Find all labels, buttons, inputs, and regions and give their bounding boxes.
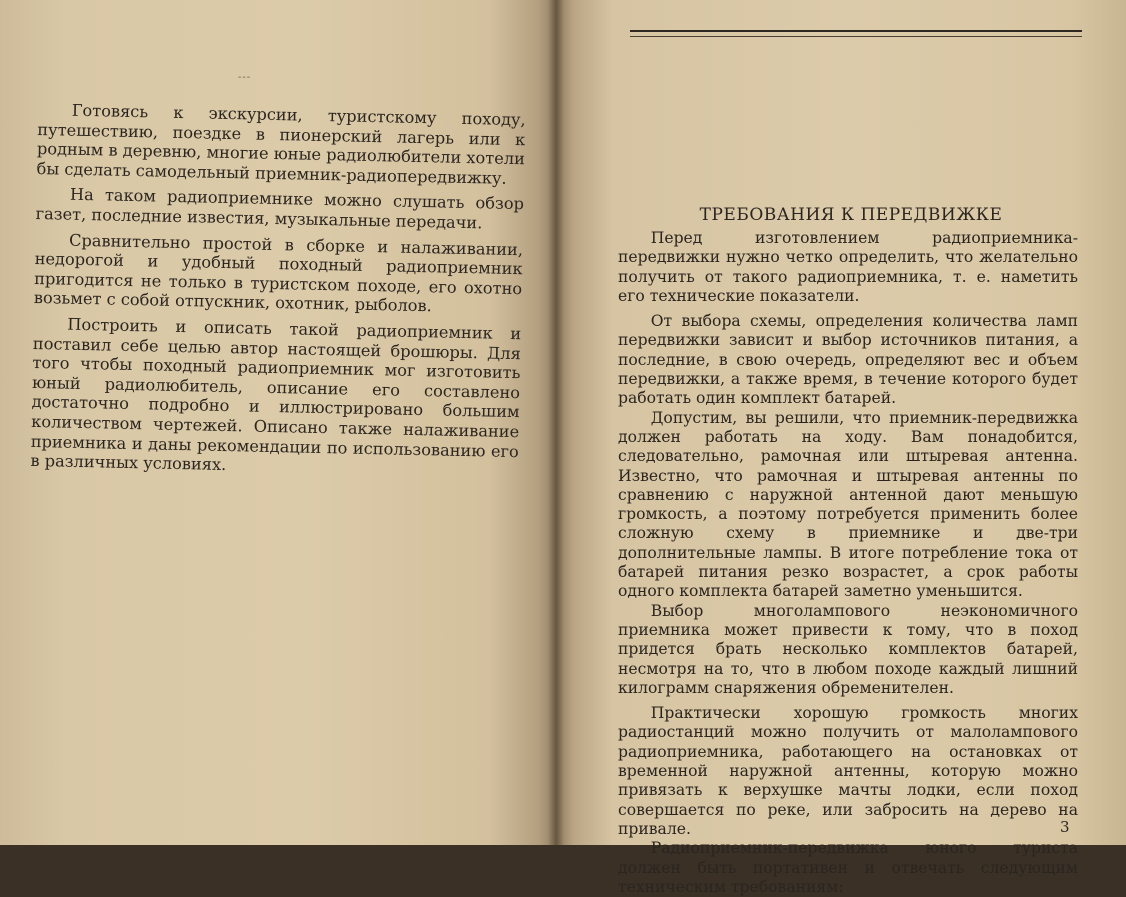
paragraph: От выбора схемы, определения количества ламп передвижки зависит и выбор источников питания, а последние, в свою очередь, определяют вес и объем передвижки, а также время, в течение которого будет работать один комплект батарей. — [618, 312, 1078, 408]
header-rule-thin — [630, 36, 1082, 37]
right-page — [556, 0, 1126, 896]
left-page-text — [30, 100, 526, 481]
paragraph: Готовясь к экскурсии, туристскому походу, путешествию, поездке в пионерский лагерь или к родным в деревню, многие юные радиолюбители хотели бы сделать самодельный приемник-радиопередвижку. — [36, 100, 526, 188]
paragraph: Радиоприемник-передвижка юного туриста должен быть портативен и отвечать следующим техническим требованиям: — [618, 839, 1078, 896]
stray-mark: --- — [238, 72, 252, 83]
paragraph: Перед изготовлением радиоприемника-передвижки нужно четко определить, что желательно получить от такого радиоприемника, т. е. наметить его технические показатели. — [618, 229, 1078, 305]
paragraph: Выбор многолампового неэкономичного приемника может привести к тому, что в поход придется брать несколько комплектов батарей, несмотря на то, что в любом походе каждый лишний килограмм снаряжения обременителен. — [618, 601, 1078, 697]
paragraph: Практически хорошую громкость многих радиостанций можно получить от малолампового радиоприемника, работающего на остановках от временной наружной антенны, которую можно привязать к верхушке мачты лодки, если поход совершается по реке, или забросить на дерево на привале. — [618, 704, 1078, 838]
book-gutter — [548, 0, 564, 845]
page-number: 3 — [1060, 818, 1070, 836]
header-rule — [630, 30, 1082, 32]
paragraph: Сравнительно простой в сборке и налаживании, недорогой и удобный походный радиоприемник пригодится не только в туристском походе, его охотно возьмет с собой отпускник, охотник, рыболов. — [33, 230, 524, 316]
left-page — [0, 0, 556, 845]
paragraph: Допустим, вы решили, что приемник-передвижка должен работать на ходу. Вам понадобится, следовательно, рамочная или штыревая антенна. Известно, что рамочная и штыревая антенны по сравнению с наружной антенной дают меньшую громкость, а поэтому потребуется применить более сложную схему в приемнике и две-три дополнительные лампы. В итоге потребление тока от батарей питания резко возрастет, а срок работы одного комплекта батарей заметно уменьшится. — [618, 408, 1078, 601]
section-title: ТРЕБОВАНИЯ К ПЕРЕДВИЖКЕ — [699, 205, 1003, 225]
paragraph: На таком радиоприемнике можно слушать обзор газет, последние известия, музыкальные передачи. — [35, 185, 525, 233]
right-page-text — [618, 229, 1078, 897]
paragraph: Построить и описать такой радиоприемник и поставил себе целью автор настоящей брошюры. Для того чтобы походный радиоприемник мог изготовить юный радиолюбитель, описание его составлено достаточно подробно и иллюстрировано большим количеством чертежей. Описано также налаживание приемника и даны рекомендации по использованию его в различных условиях. — [30, 314, 522, 475]
